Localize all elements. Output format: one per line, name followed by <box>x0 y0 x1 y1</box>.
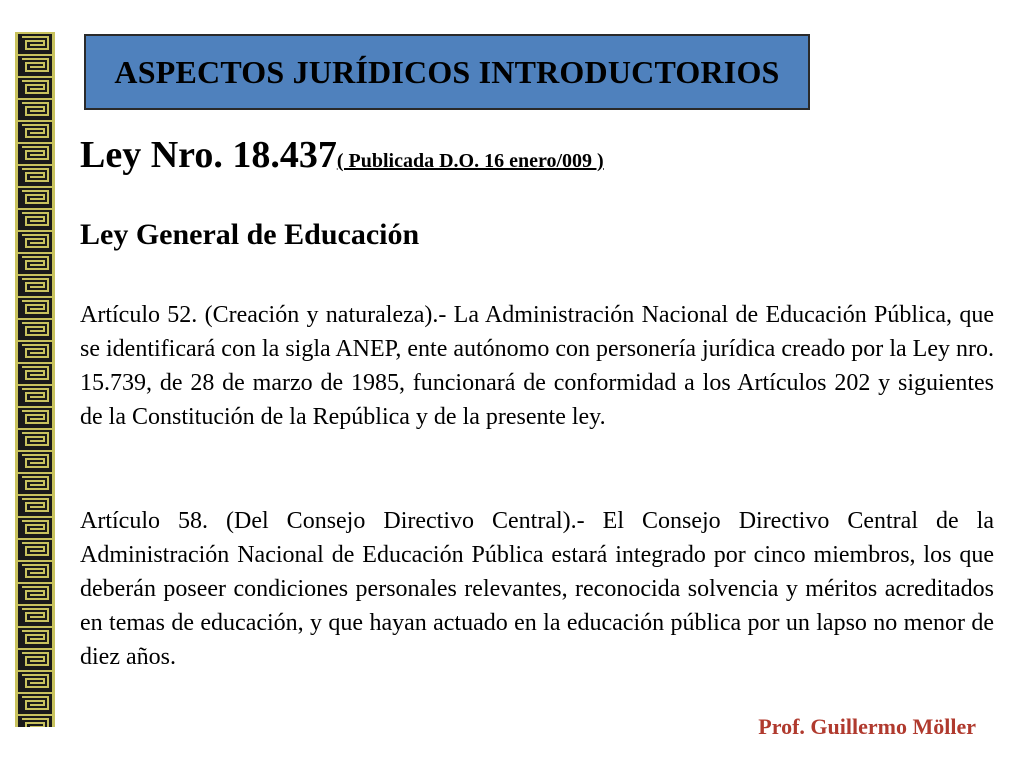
law-number: Ley Nro. 18.437 <box>80 134 337 176</box>
law-heading <box>80 133 604 177</box>
law-name: Ley General de Educación <box>80 218 420 251</box>
title-banner <box>84 34 810 110</box>
slide-title: ASPECTOS JURÍDICOS INTRODUCTORIOS <box>114 53 780 90</box>
article-52-paragraph: Artículo 52. (Creación y naturaleza).- La Administración Nacional de Educación Pública, que se identificará con la sigla ANEP, ente autónomo con personería jurídica creado por la Ley nro. 15.739, de 28 de marzo de 1985, funcionará de conformidad a los Artículos 202 y siguientes de la Constitución de la República y de la presente ley. <box>80 302 994 430</box>
law-publication-date: ( Publicada D.O. 16 enero/009 ) <box>336 150 604 172</box>
author-credit: Prof. Guillermo Möller <box>758 714 976 739</box>
article-58-paragraph: Artículo 58. (Del Consejo Directivo Central).- El Consejo Directivo Central de la Administración Nacional de Educación Pública estará integrado por cinco miembros, los que deberán poseer condiciones personales relevantes, reconocida solvencia y méritos acreditados en temas de educación, y que hayan actuado en la educación pública por un lapso no menor de diez años. <box>80 508 994 670</box>
greek-key-border-icon <box>15 32 55 727</box>
